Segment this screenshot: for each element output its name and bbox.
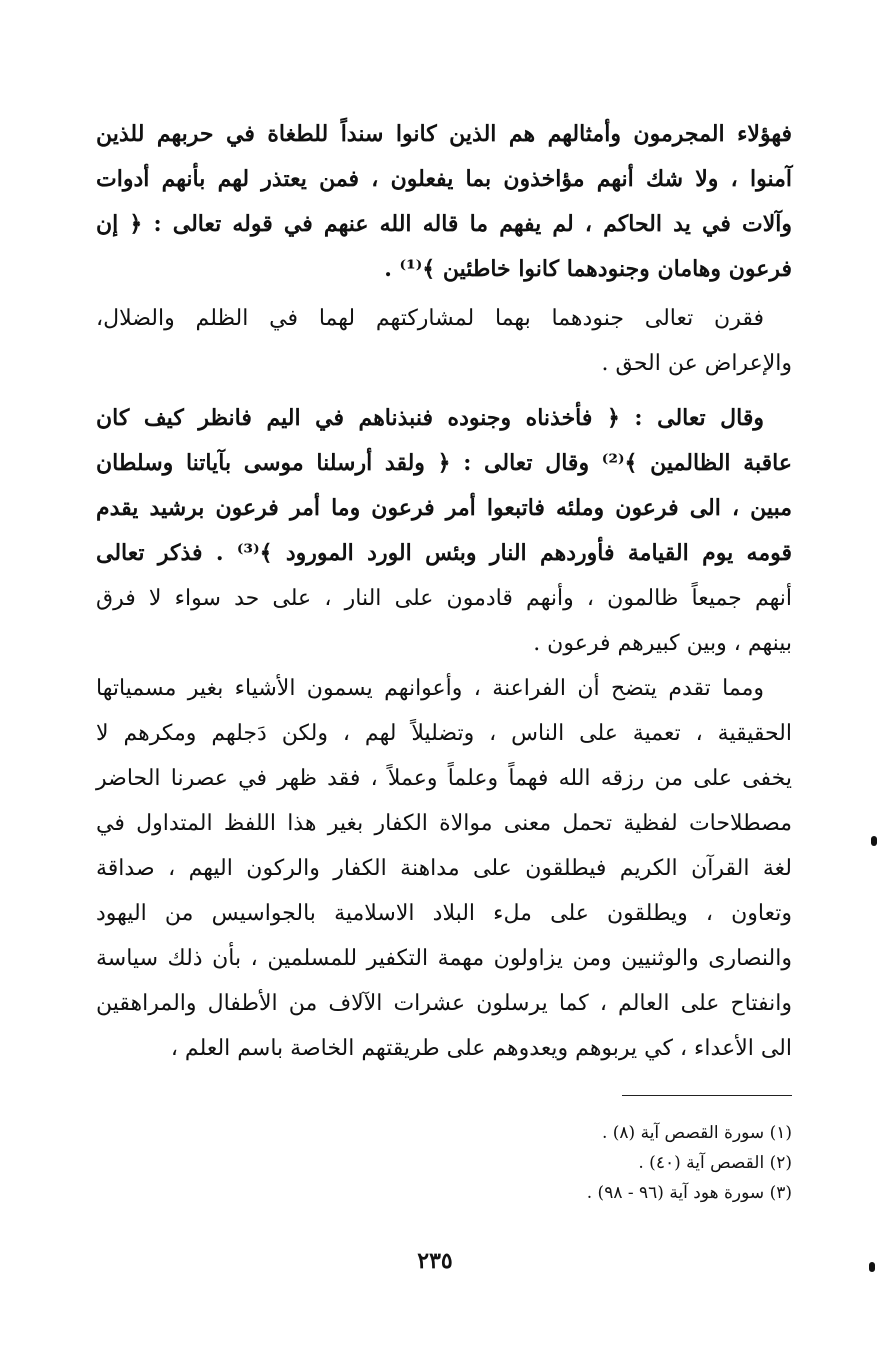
- footnotes: [420, 1118, 792, 1208]
- paragraph-line: والنصارى والوثنيين ومن يزاولون مهمة التكفير للمسلمين ، بأن ذلك سياسة: [96, 946, 792, 971]
- paragraph-line: بينهم ، وبين كبيرهم فرعون .: [533, 631, 792, 656]
- paragraph-line: والإعراض عن الحق .: [601, 351, 792, 376]
- paragraph-line: مصطلاحات لفظية تحمل معنى موالاة الكفار بغير هذا اللفظ المتداول في: [96, 811, 792, 836]
- paragraph-line: الى الأعداء ، كي يربوهم ويعدوهم على طريقتهم الخاصة باسم العلم ،: [170, 1036, 792, 1061]
- scan-edge-mark: [869, 1262, 875, 1272]
- paragraph-line: آمنوا ، ولا شك أنهم مؤاخذون بما يفعلون ، فمن يعتذر لهم بأنهم أدوات: [96, 166, 792, 192]
- paragraph-4: [96, 666, 792, 1071]
- paragraph-line: فهؤلاء المجرمون وأمثالهم هم الذين كانوا سنداً للطغاة في حربهم للذين: [96, 121, 792, 147]
- footnote-3: (٣) سورة هود آية (٩٦ - ٩٨) .: [586, 1183, 792, 1203]
- paragraph-line: وقال تعالى : ﴿ فأخذناه وجنوده فنبذناهم في اليم فانظر كيف كان: [96, 405, 764, 431]
- paragraph-line: مبين ، الى فرعون وملئه فاتبعوا أمر فرعون وما أمر فرعون برشيد يقدم: [96, 495, 792, 521]
- page-number: ٢٣٥: [417, 1248, 453, 1274]
- paragraph-line: يخفى على من رزقه الله فهماً وعلماً وعملاً ، فقد ظهر في عصرنا الحاضر: [96, 766, 792, 791]
- paragraph-line: قومه يوم القيامة فأوردهم النار وبئس الورد المورود ﴾⁽³⁾ . فذكر تعالى: [96, 540, 792, 566]
- footnote-divider: [622, 1095, 792, 1096]
- scan-edge-mark: [871, 836, 877, 846]
- paragraph-line: فقرن تعالى جنودهما بهما لمشاركتهم لهما في الظلم والضلال،: [96, 306, 764, 331]
- footnote-2: (٢) القصص آية (٤٠) .: [638, 1153, 792, 1173]
- paragraph-line: وانفتاح على العالم ، كما يرسلون عشرات الآلاف من الأطفال والمراهقين: [96, 991, 792, 1016]
- paragraph-line: ومما تقدم يتضح أن الفراعنة ، وأعوانهم يسمون الأشياء بغير مسمياتها: [96, 676, 764, 701]
- paragraph-line: عاقبة الظالمين ﴾⁽²⁾ وقال تعالى : ﴿ ولقد أرسلنا موسى بآياتنا وسلطان: [96, 450, 792, 476]
- paragraph-2: [96, 296, 792, 386]
- paragraph-line: الحقيقية ، تعمية على الناس ، وتضليلاً لهم ، ولكن دَجلهم ومكرهم لا: [96, 721, 792, 746]
- paragraph-3: [96, 396, 792, 666]
- paragraph-line: وتعاون ، ويطلقون على ملء البلاد الاسلامية بالجواسيس من اليهود: [96, 901, 792, 926]
- paragraph-line: أنهم جميعاً ظالمون ، وأنهم قادمون على النار ، على حد سواء لا فرق: [96, 586, 792, 611]
- paragraph-line: فرعون وهامان وجنودهما كانوا خاطئين ﴾⁽¹⁾ .: [384, 256, 792, 282]
- footnote-1: (١) سورة القصص آية (٨) .: [601, 1123, 792, 1143]
- paragraph-1: [96, 112, 792, 292]
- paragraph-line: لغة القرآن الكريم فيطلقون على مداهنة الكفار والركون اليهم ، صداقة: [96, 856, 792, 881]
- paragraph-line: وآلات في يد الحاكم ، لم يفهم ما قاله الله عنهم في قوله تعالى : ﴿ إن: [96, 211, 792, 237]
